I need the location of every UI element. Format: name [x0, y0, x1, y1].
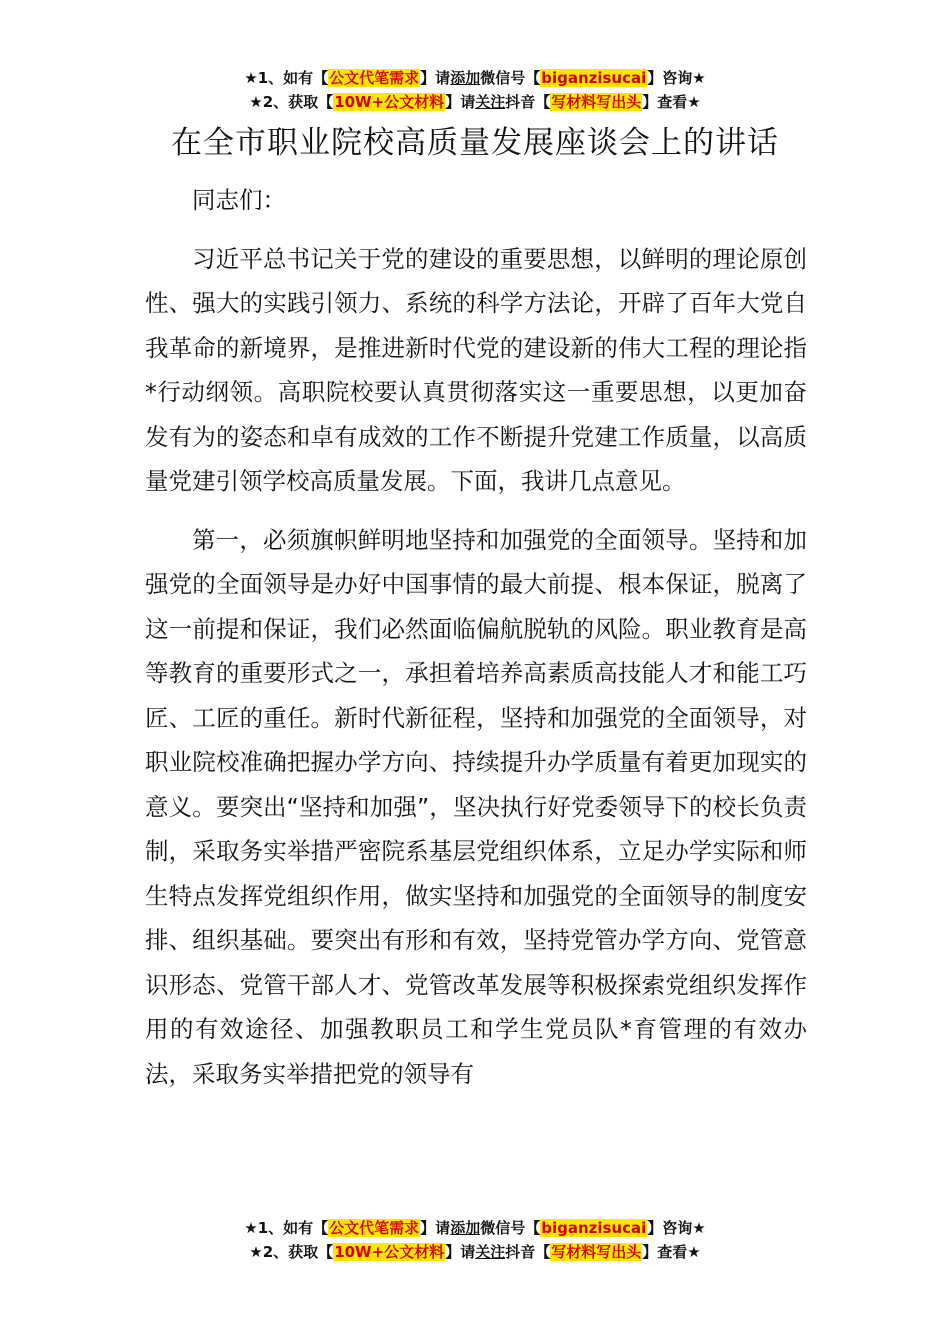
highlight-ghostwriting: 公文代笔需求	[329, 1219, 420, 1237]
banner-line-1	[0, 66, 950, 90]
document-title: 在全市职业院校高质量发展座谈会上的讲话	[171, 125, 779, 161]
paragraph-first-point: 第一，必须旗帜鲜明地坚持和加强党的全面领导。坚持和加强党的全面领导是办好中国事情的最大前提、根本保证，脱离了这一前提和保证，我们必然面临偏航脱轨的风险。职业教育是高等教育的重要形式之一，承担着培养高素质高技能人才和能工巧匠、工匠的重任。新时代新征程，坚持和加强党的全面领导，对职业院校准确把握办学方向、持续提升办学质量有着更加现实的意义。要突出“坚持和加强”，坚决执行好党委领导下的校长负责制，采取务实举措严密院系基层党组织体系，立足办学实际和师生特点发挥党组织作用，做实坚持和加强党的全面领导的制度安排、组织基础。要突出有形和有效，坚持党管办学方向、党管意识形态、党管干部人才、党管改革发展等积极探索党组织发挥作用的有效途径、加强教职员工和学生党员队*育管理的有效办法，采取务实举措把党的领导有	[145, 525, 807, 1088]
banner-text: ★2、获取【	[249, 93, 334, 111]
banner-text: 抖音【	[505, 1243, 551, 1261]
banner-text: 】请	[420, 69, 451, 87]
banner-underlined-text: 添加	[450, 1219, 481, 1237]
document-body	[145, 178, 807, 1096]
banner-text: 】咨询★	[647, 1219, 706, 1237]
bottom-banner	[0, 1216, 950, 1264]
banner-text: 抖音【	[505, 93, 551, 111]
banner-text: 】请	[445, 1243, 476, 1261]
highlight-wechat-id: biganzisucai	[541, 69, 647, 87]
top-banner	[0, 66, 950, 114]
highlight-douyin-account: 写材料写出头	[551, 1243, 642, 1261]
banner-text: 】请	[420, 1219, 451, 1237]
banner-text: ★1、如有【	[244, 1219, 329, 1237]
banner-text: 】查看★	[642, 93, 701, 111]
banner-line-2	[0, 1240, 950, 1264]
banner-text: ★1、如有【	[244, 69, 329, 87]
banner-line-2	[0, 90, 950, 114]
banner-underlined-text: 关注	[475, 93, 506, 111]
banner-text: 】咨询★	[647, 69, 706, 87]
highlight-douyin-account: 写材料写出头	[551, 93, 642, 111]
highlight-materials: 10W+公文材料	[334, 93, 445, 111]
paragraph-intro: 习近平总书记关于党的建设的重要思想，以鲜明的理论原创性、强大的实践引领力、系统的科学方法论，开辟了百年大党自我革命的新境界，是推进新时代党的建设新的伟大工程的理论指*行动纲领。高职院校要认真贯彻落实这一重要思想，以更加奋发有为的姿态和卓有成效的工作不断提升党建工作质量，以高质量党建引领学校高质量发展。下面，我讲几点意见。	[145, 244, 807, 495]
banner-line-1	[0, 1216, 950, 1240]
banner-text: 】请	[445, 93, 476, 111]
banner-text: 微信号【	[480, 1219, 541, 1237]
highlight-wechat-id: biganzisucai	[541, 1219, 647, 1237]
highlight-ghostwriting: 公文代笔需求	[329, 69, 420, 87]
banner-underlined-text: 关注	[475, 1243, 506, 1261]
greeting: 同志们：	[192, 186, 286, 214]
banner-underlined-text: 添加	[450, 69, 481, 87]
banner-text: 】查看★	[642, 1243, 701, 1261]
highlight-materials: 10W+公文材料	[334, 1243, 445, 1261]
banner-text: 微信号【	[480, 69, 541, 87]
banner-text: ★2、获取【	[249, 1243, 334, 1261]
